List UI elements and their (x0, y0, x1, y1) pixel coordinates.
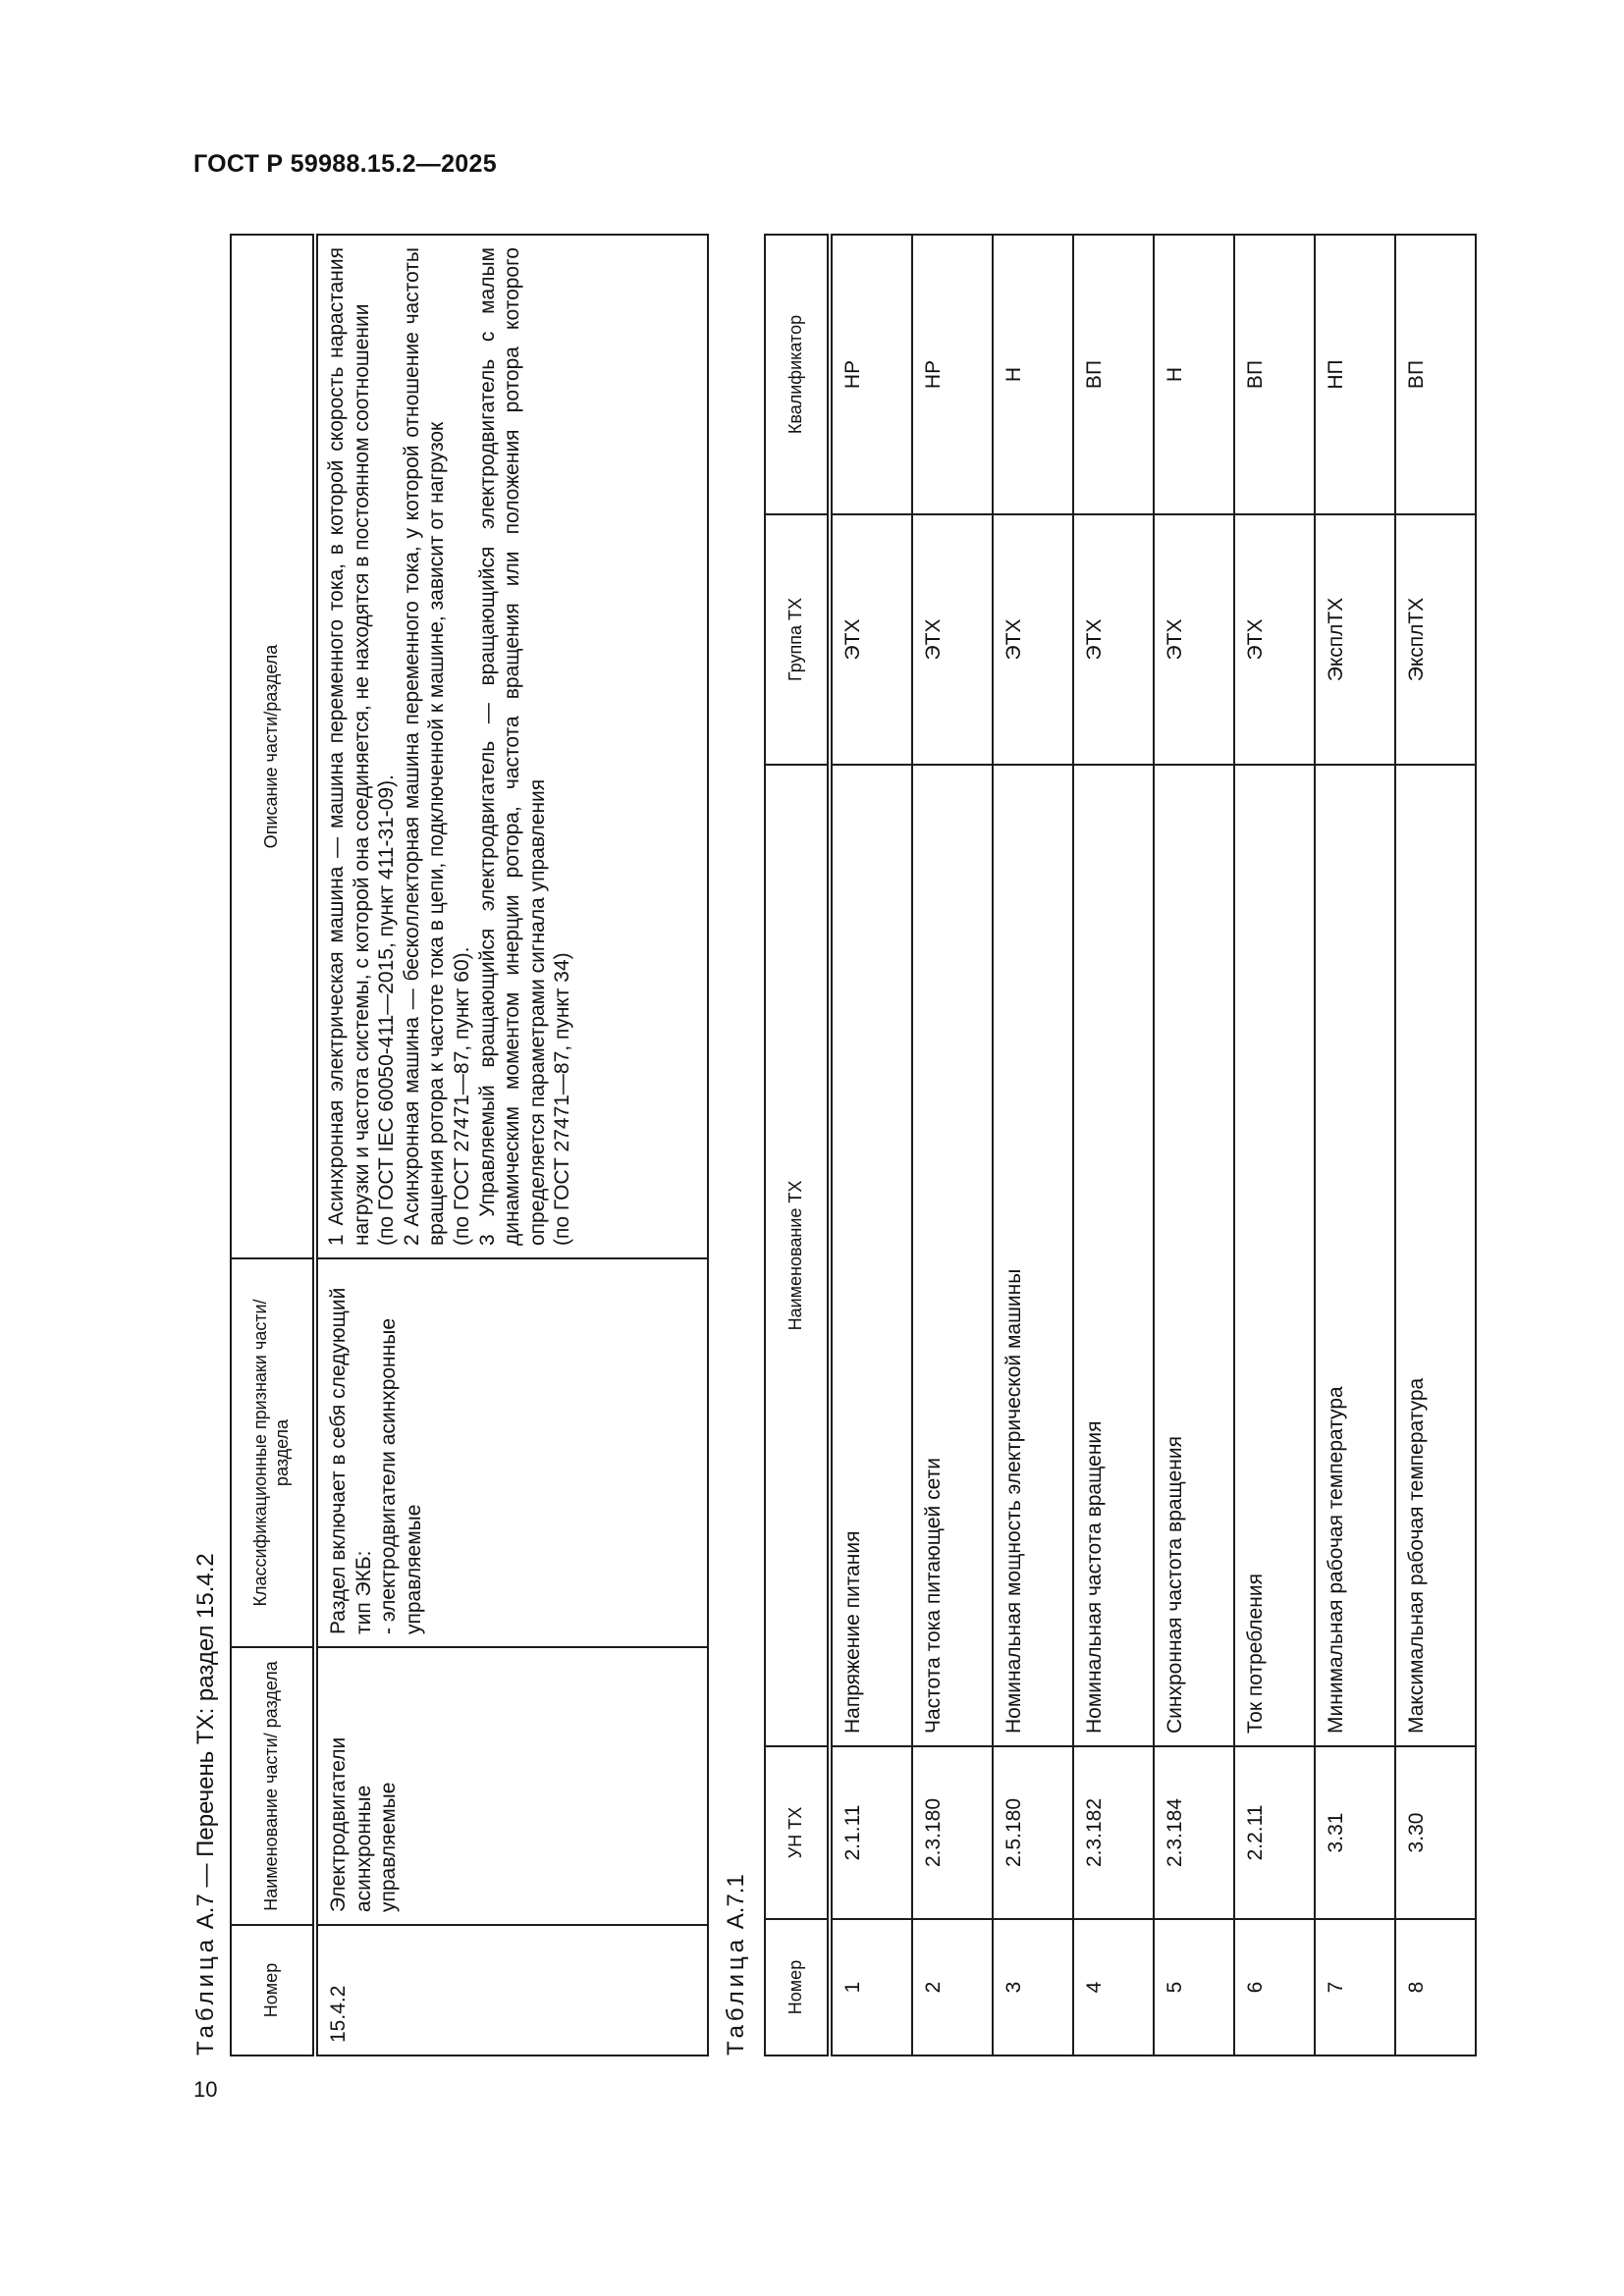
description-line: (по ГОСТ IEC 60050-411—2015, пункт 411-31-09). (375, 774, 399, 1246)
document-header: ГОСТ Р 59988.15.2—2025 (193, 150, 497, 178)
table-a71-cell-group: ЭТХ (1154, 514, 1234, 765)
table-a7 (230, 236, 707, 2056)
description-line: (по ГОСТ 27471—87, пункт 34) (551, 952, 574, 1246)
table-a71-cell-code: 2.3.182 (1073, 1746, 1154, 1919)
table-a71 (764, 236, 1428, 2056)
table-a71-cell-name: Ток потребления (1234, 765, 1315, 1746)
table-a7-header-features: Классификационные признаки части/раздела (231, 1258, 315, 1647)
table-a71-cell-number: 5 (1154, 1919, 1234, 2056)
table-a71-grid (764, 234, 1477, 2056)
table-row (315, 235, 708, 2056)
description-line: 2 Асинхронная машина — бесколлекторная машина переменного тока, у которой отношение частоты вращения ротора к частоте тока в цепи, подключенной к машине, зависит от нагрузок (400, 247, 449, 1246)
table-a71-cell-group: ЭТХ (912, 514, 993, 765)
table-a7-cell-name: Электродвигатели асинхронные управляемые (315, 1647, 708, 1925)
table-a7-cell-description (315, 235, 708, 1258)
description-line: (по ГОСТ 27471—87, пункт 60). (451, 946, 474, 1246)
table-a71-body (830, 235, 1476, 2056)
table-a71-caption (723, 1663, 752, 2056)
table-a7-grid (230, 234, 709, 2056)
table-a7-header-number: Номер (231, 1925, 315, 2056)
table-a71-cell-number: 6 (1234, 1919, 1315, 2056)
table-a71-cell-group: ЭксплТХ (1395, 514, 1476, 765)
table-a71-cell-name: Номинальная частота вращения (1073, 765, 1154, 1746)
table-a71-header-name: Наименование ТХ (765, 765, 830, 1746)
table-a71-cell-qualifier: Н (993, 235, 1073, 514)
table-a7-header-description: Описание части/раздела (231, 235, 315, 1258)
page-number: 10 (193, 2077, 218, 2102)
table-a71-cell-number: 1 (830, 1919, 912, 2056)
table-a71-cell-group: ЭксплТХ (1315, 514, 1395, 765)
table-row (1073, 235, 1154, 2056)
table-a71-cell-code: 2.3.184 (1154, 1746, 1234, 1919)
table-row (1234, 235, 1315, 2056)
table-a71-caption-prefix: Таблица (723, 1935, 749, 2056)
table-a71-cell-code: 2.5.180 (993, 1746, 1073, 1919)
table-row (1315, 235, 1395, 2056)
table-a71-cell-group: ЭТХ (1073, 514, 1154, 765)
description-line: 1 Асинхронная электрическая машина — машина переменного тока, в которой скорость нарастания нагрузки и частота системы, с которой она соединяется, не находятся в постоянном соотношении (325, 247, 373, 1246)
table-a71-cell-qualifier: Н (1154, 235, 1234, 514)
table-a71-cell-group: ЭТХ (1234, 514, 1315, 765)
table-a71-cell-group: ЭТХ (993, 514, 1073, 765)
table-a71-cell-code: 2.1.11 (830, 1746, 912, 1919)
description-line: 3 Управляемый вращающийся электродвигатель — вращающийся электродвигатель с малым динамическим моментом инерции ротора, частота вращения или положения ротора которого определяется параметрами сигнала управления (475, 247, 549, 1246)
table-a71-caption-text: А.7.1 (723, 1874, 749, 1930)
table-a71-cell-number: 7 (1315, 1919, 1395, 2056)
table-a71-cell-code: 3.31 (1315, 1746, 1395, 1919)
table-a7-cell-number: 15.4.2 (315, 1925, 708, 2056)
table-row (1395, 235, 1476, 2056)
table-a71-cell-number: 4 (1073, 1919, 1154, 2056)
table-a71-cell-qualifier: НР (912, 235, 993, 514)
table-a71-header-code: УН ТХ (765, 1746, 830, 1919)
table-a71-cell-name: Номинальная мощность электрической машины (993, 765, 1073, 1746)
table-a71-header-qualifier: Квалификатор (765, 235, 830, 514)
table-row (1154, 235, 1234, 2056)
table-a71-header-number: Номер (765, 1919, 830, 2056)
table-a71-cell-qualifier: ВП (1395, 235, 1476, 514)
table-a7-cell-features: Раздел включает в себя следующий тип ЭКБ: - электродвигатели асинхронные управляемые (315, 1258, 708, 1647)
table-row (993, 235, 1073, 2056)
table-a7-caption-prefix: Таблица (192, 1935, 219, 2056)
table-a71-cell-name: Частота тока питающей сети (912, 765, 993, 1746)
table-a71-cell-number: 2 (912, 1919, 993, 2056)
table-a71-cell-qualifier: НП (1315, 235, 1395, 514)
table-row (830, 235, 912, 2056)
table-a71-cell-number: 8 (1395, 1919, 1476, 2056)
table-row (912, 235, 993, 2056)
table-a71-cell-number: 3 (993, 1919, 1073, 2056)
table-a71-cell-qualifier: НР (830, 235, 912, 514)
table-a71-cell-name: Максимальная рабочая температура (1395, 765, 1476, 1746)
table-a71-cell-qualifier: ВП (1234, 235, 1315, 514)
table-a71-cell-code: 2.2.11 (1234, 1746, 1315, 1919)
table-a71-cell-name: Синхронная частота вращения (1154, 765, 1234, 1746)
table-a71-cell-qualifier: ВП (1073, 235, 1154, 514)
table-a71-cell-code: 3.30 (1395, 1746, 1476, 1919)
table-a7-caption (192, 1467, 222, 2056)
table-a71-cell-name: Минимальная рабочая температура (1315, 765, 1395, 1746)
table-a7-header-name: Наименование части/ раздела (231, 1647, 315, 1925)
table-a71-cell-code: 2.3.180 (912, 1746, 993, 1919)
table-a71-cell-name: Напряжение питания (830, 765, 912, 1746)
table-a71-cell-group: ЭТХ (830, 514, 912, 765)
table-a71-header-group: Группа ТХ (765, 514, 830, 765)
table-a7-caption-text: А.7 — Перечень ТХ: раздел 15.4.2 (192, 1553, 219, 1930)
